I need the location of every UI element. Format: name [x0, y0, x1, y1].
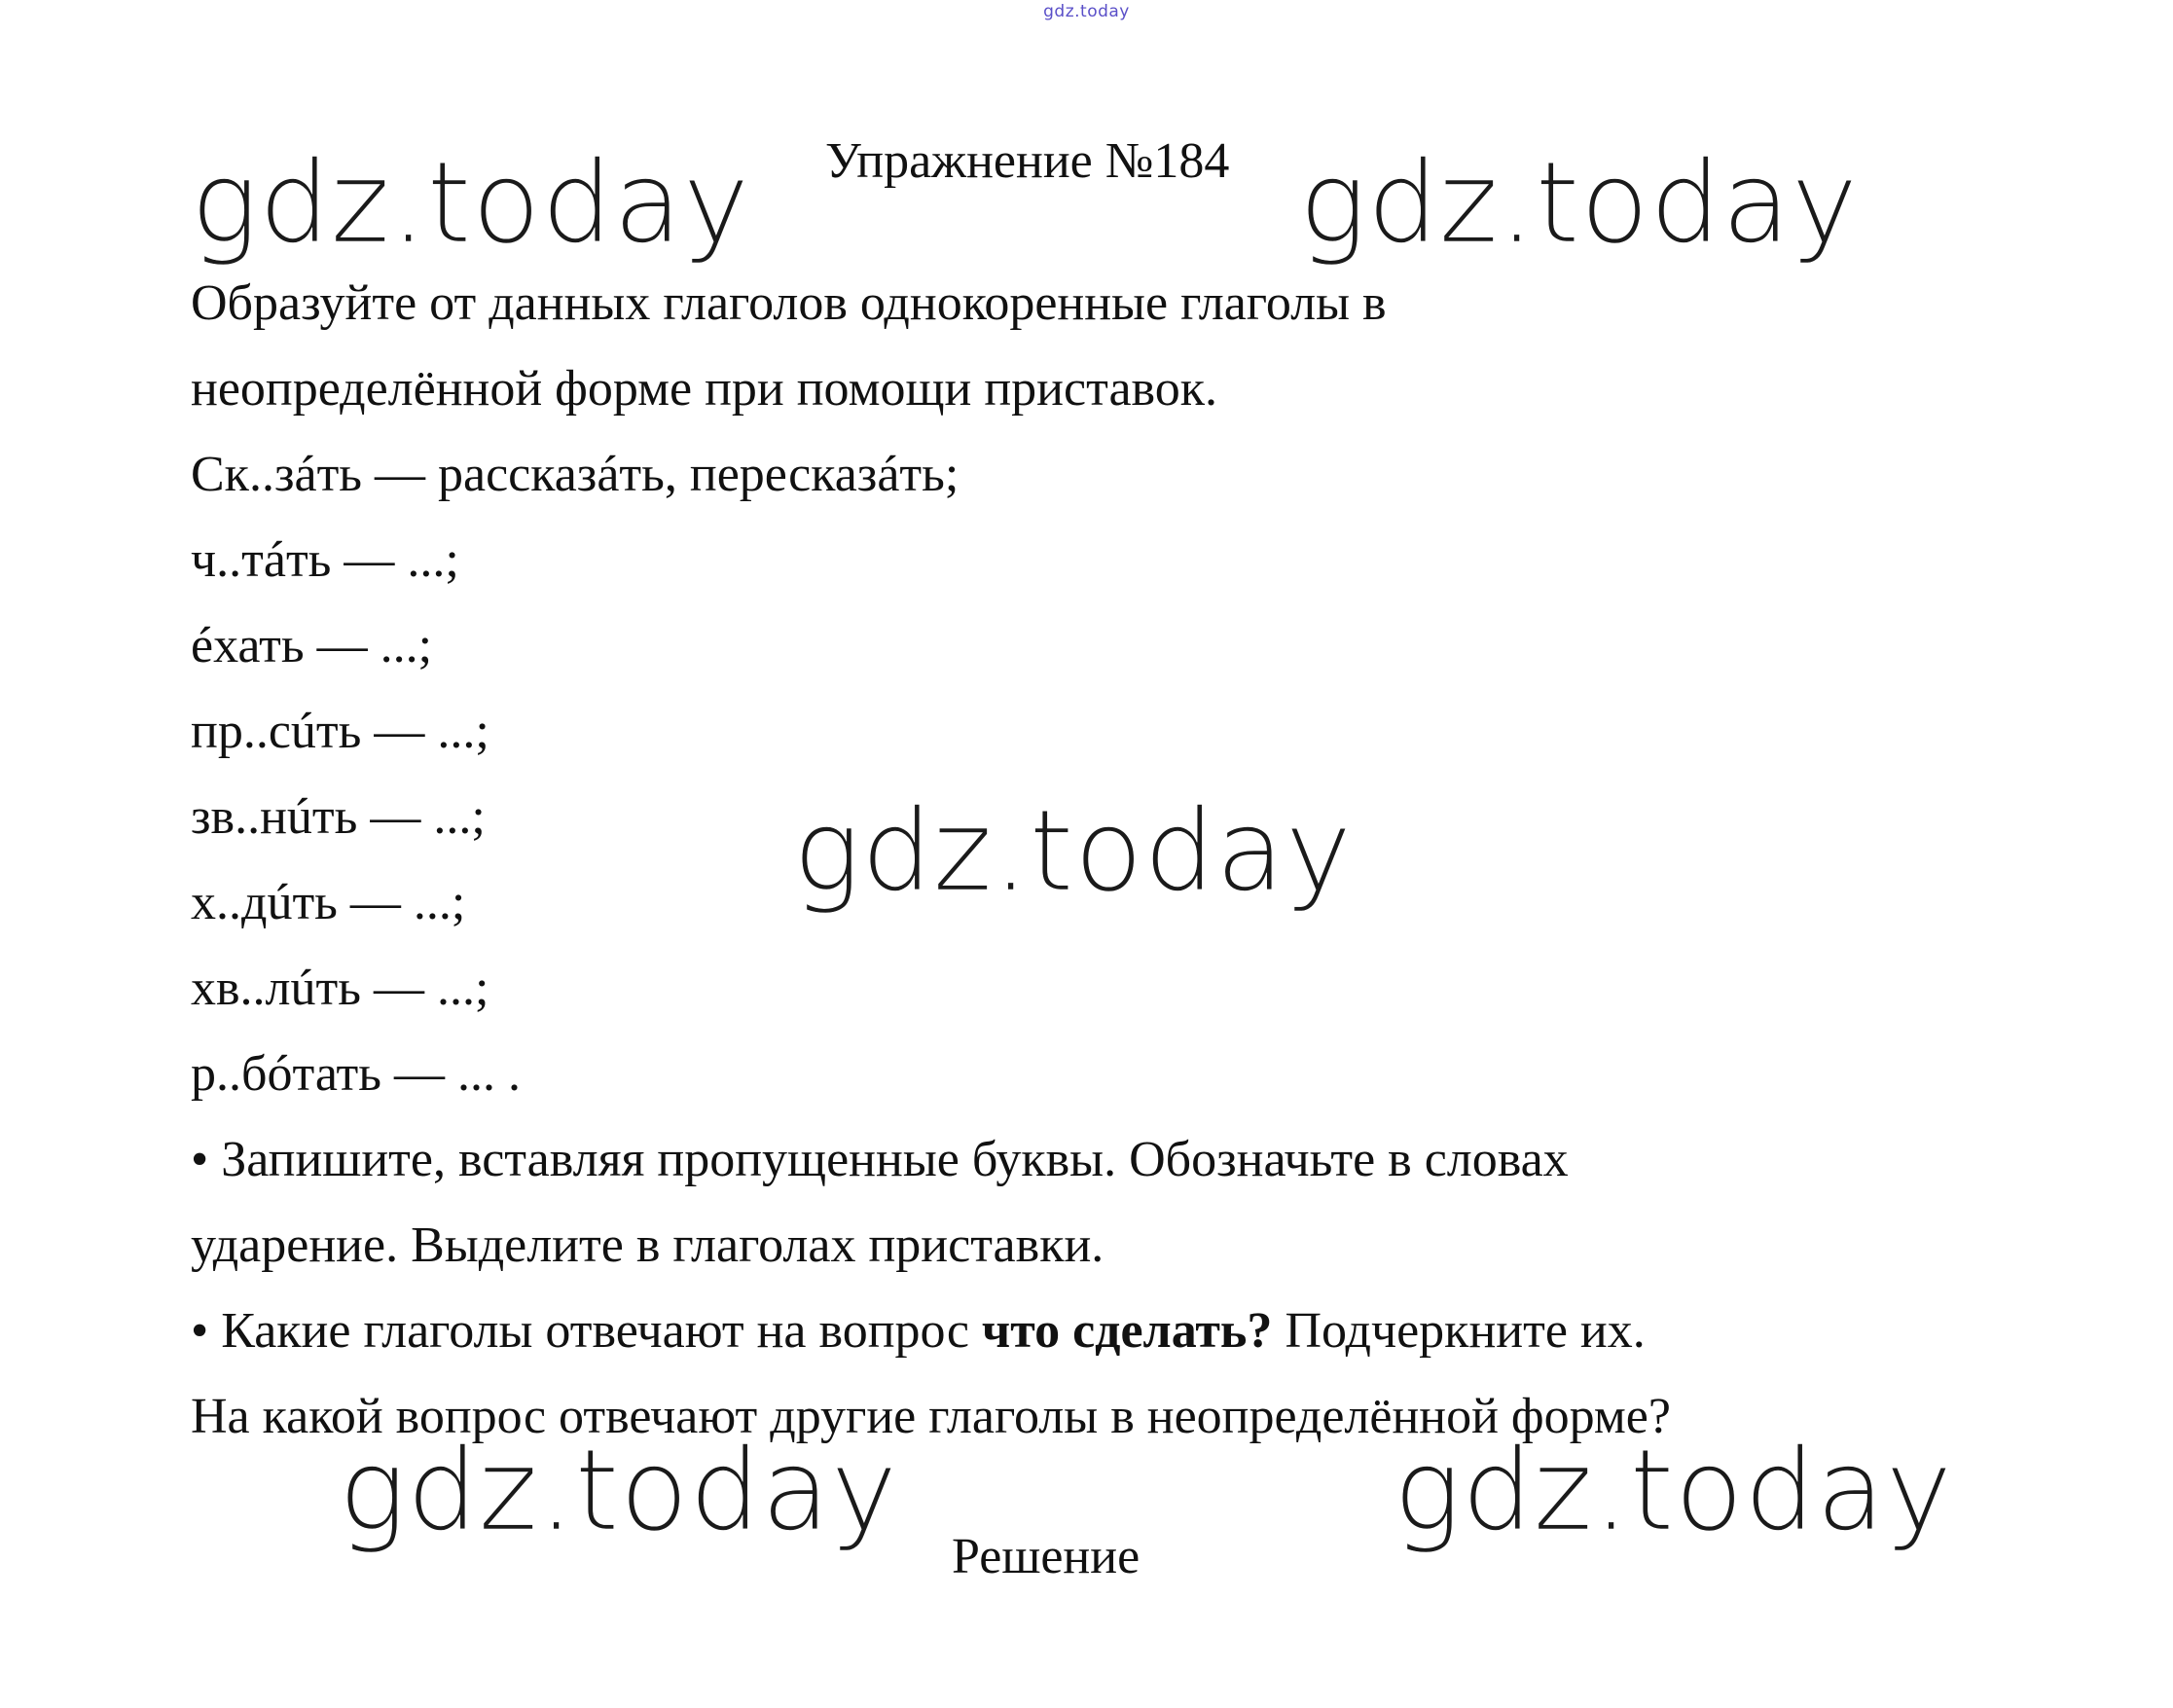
verb-line: зв..нúть — ...; [191, 789, 486, 845]
task-line: неопределённой форме при помощи приставок. [191, 361, 1217, 417]
verb-line: ч..тáть — ...; [191, 532, 459, 588]
verb-line: р..бóтать — ... . [191, 1046, 521, 1102]
question-line: На какой вопрос отвечают другие глаголы в неопределённой форме? [191, 1389, 1671, 1444]
verb-line: Ск..зáть — рассказáть, пересказáть; [191, 447, 960, 502]
verb-line: пр..сúть — ...; [191, 704, 489, 759]
watermark: gdz.today [339, 1426, 898, 1556]
question-line [191, 1301, 2040, 1387]
exercise-title: Упражнение №184 [825, 133, 1230, 189]
question-emphasis: что сделать? [981, 1303, 1273, 1359]
instruction-line: ударение. Выделите в глаголах приставки. [191, 1217, 1105, 1273]
instruction-line: • Запишите, вставляя пропущенные буквы. Обозначьте в словах [191, 1132, 1569, 1187]
solution-heading: Решение [952, 1529, 1141, 1584]
question-text: Подчеркните их. [1272, 1303, 1646, 1359]
watermark: gdz.today [1299, 138, 1859, 269]
verb-line: хв..лúть — ...; [191, 961, 489, 1016]
site-mark: gdz.today [1043, 2, 1130, 21]
watermark: gdz.today [1394, 1426, 1953, 1556]
question-text: • Какие глаголы отвечают на вопрос [191, 1303, 982, 1359]
exercise-body [191, 273, 2040, 1472]
watermark: gdz.today [191, 138, 750, 269]
task-line: Образуйте от данных глаголов однокоренные глаголы в [191, 275, 1387, 331]
watermark: gdz.today [793, 786, 1353, 917]
verb-line: éхать — ...; [191, 618, 433, 673]
verb-line: х..дúть — ...; [191, 875, 466, 930]
